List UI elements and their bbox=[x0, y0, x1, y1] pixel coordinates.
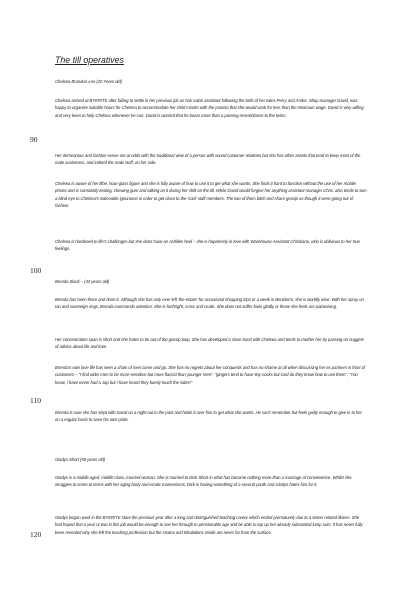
line-number: 120 bbox=[30, 530, 42, 539]
paragraph: Her concentration span is short and she hates to be out of the gossip loop. She has developed a close bond with Chelsea and tends to mother her by passing on nuggets of advice about life and love. bbox=[55, 337, 364, 350]
character-heading-gladys: Gladys Short (59 years old) bbox=[55, 457, 106, 462]
line-number: 100 bbox=[30, 266, 42, 275]
paragraph: Chelsea is hardened to life's challenges but she does have an Achilles heel – she is hopelessly in love with Warehouse Assistant Christiano, who is oblivious to her true feelings. bbox=[55, 239, 360, 252]
paragraph: Brenda's own love life has seen a chain of men come and go. She has no regrets about her conquests and has no shame at all when discussing her ex partners in front of customers – "I find older men to be more sensitive but more flaccid than younger men", "gingers tend to have tiny cocks but God do they know how to use them", "You know, I have never had a Jap but I have heard they barely touch the sides!" bbox=[55, 365, 366, 385]
paragraph: Gladys began work in the BYERITE store the previous year after a long and distinguished teaching career which ended prematurely due to a stress related illness. She had hoped that a year or two in this job would be enough to see her through to pensionable age and be able to top up her already substantial lump sum. It has never fully been revealed why she left the teaching profession but the strains and tribulations inside are never far from the surface. bbox=[55, 515, 363, 535]
line-number: 110 bbox=[30, 396, 41, 405]
character-heading-chelsea: Chelsea Brandon-Lee (20 Years old) bbox=[55, 79, 122, 84]
paragraph: Chelsea arrived at BYERITE after failing to settle in her previous job as hair salon assistant following the birth of her twins Perry and Andre. Shop manager David, was happy to organise suitable hours for Chelsea to accommodate her child minder with the proviso that she would work for less than the minimum wage. David is very willing and very keen to help Chelsea whenever he can. David is worried that he bears more than a passing resemblance to the twins. bbox=[55, 98, 364, 118]
paragraph: Gladys is a middle aged, middle class, married woman. She is married to Dick Short in what has become nothing more than a marriage of convenience. Whilst she struggles to come to terms with her aging body and erratic mannerisms, Dick is having something of a second youth and Gladys hates him for it. bbox=[55, 475, 352, 488]
page-title: The till operatives bbox=[55, 55, 124, 65]
paragraph: Chelsea is aware of her lithe, hour-glass figure and she is fully aware of how to use it to get what she wants. She finds it hard to function without the use of her mobile phone and is constantly texting, chewing gum and talking on it during her shift on the till. While David would forgive her anything assistant manager Chris, also tends to turn a blind eye to Chelsea's noticeable ignorance in order to get close to the 'cool' staff members. The two of them bitch and share gossip as though it were going out of fashion. bbox=[55, 181, 367, 208]
line-number: 90 bbox=[30, 135, 38, 144]
character-heading-brenda: Brenda Slack – (43 years old) bbox=[55, 279, 110, 284]
paragraph: Her demeanour and fashion sense are at odds with the traditional view of a person with sound customer relations but she has other assets that tend to keep most of the male customers, and indeed the male staff, on her side. bbox=[55, 153, 361, 166]
paragraph: Brenda is sure she has slept with David on a night out in the past and holds it over him to get what she wants. He can't remember but feels guilty enough to give in to her on a regular basis to save his own pride. bbox=[55, 410, 362, 423]
paragraph: Brenda has been there and done it. Although she has only ever left 'the estate' for occasional shopping trips or a week in Benidorm, she is worldly wise. With her spray on tan and sovereign rings, Brenda commands attention. She is forthright, crass and crude. She does not suffer fools gladly or those she feels are patronising. bbox=[55, 297, 364, 310]
